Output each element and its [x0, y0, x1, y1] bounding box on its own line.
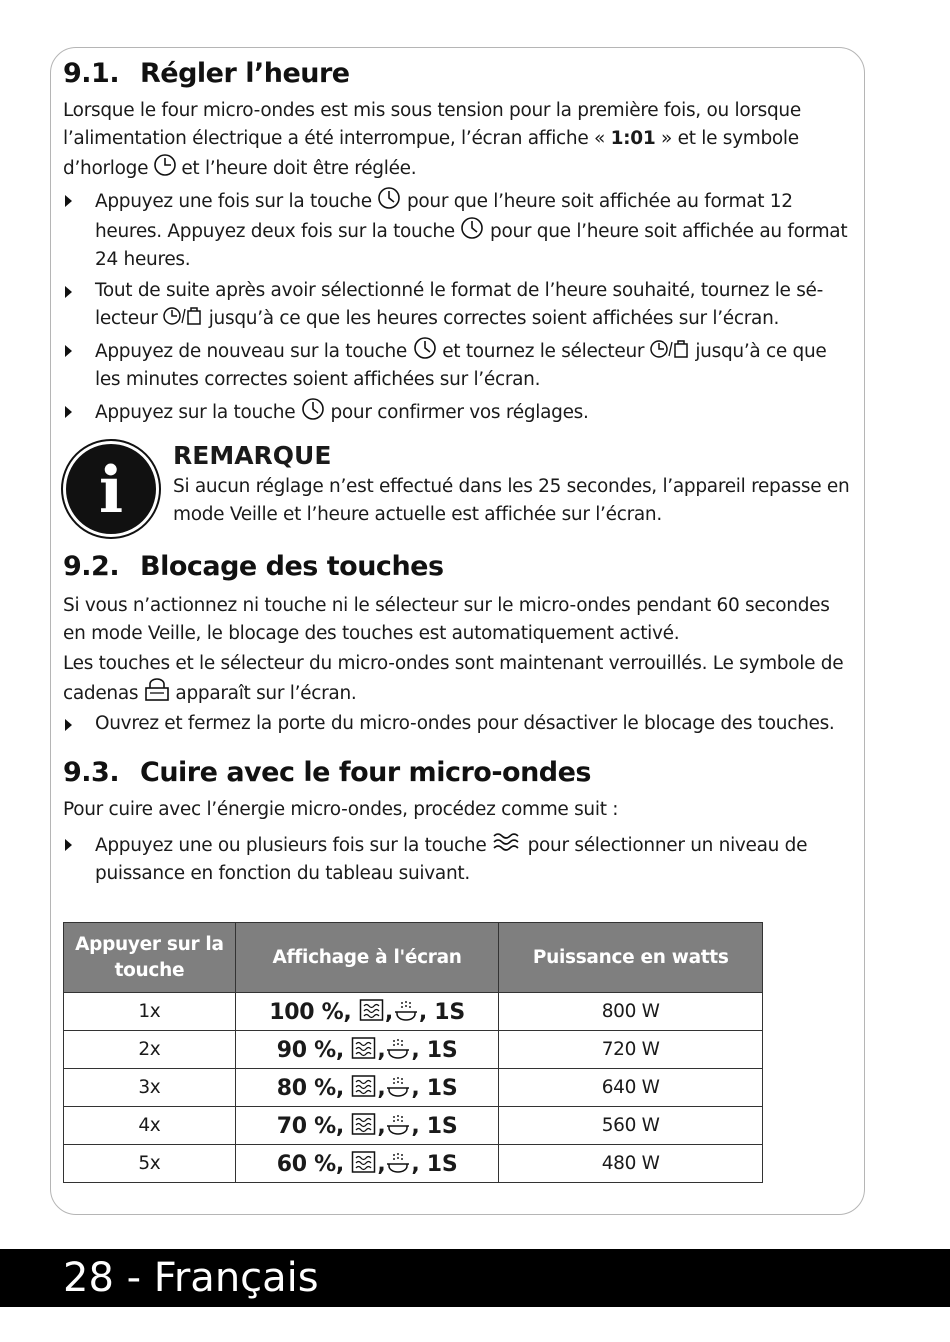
column-header-display: Affichage à l'écran — [235, 923, 499, 993]
bullet-arrow-icon — [65, 839, 72, 851]
clock-icon — [154, 153, 176, 177]
microwave-display-icon — [351, 1074, 377, 1098]
cell-display: 90 %, , , 1S — [235, 1031, 499, 1069]
cell-watts: 640 W — [499, 1069, 763, 1107]
cooking-dish-icon — [385, 1150, 411, 1174]
timer-weight-selector-icon — [650, 338, 690, 360]
bullet-arrow-icon — [65, 345, 72, 357]
table-header-row — [64, 923, 763, 993]
microwave-display-icon — [351, 1036, 377, 1060]
column-header-press: Appuyer sur la touche — [64, 923, 236, 993]
microwave-waves-icon — [492, 830, 522, 854]
table-row — [64, 1145, 763, 1183]
list-item: Appuyez une ou plusieurs fois sur la touche pour sélectionner un niveau de puissance en fonction du tableau suivant. — [63, 830, 853, 888]
column-header-watts: Puissance en watts — [499, 923, 763, 993]
bullet-arrow-icon — [65, 406, 72, 418]
cooking-dish-icon — [385, 1112, 411, 1136]
bullet-arrow-icon — [65, 195, 72, 207]
table-row — [64, 1031, 763, 1069]
cell-press: 3x — [64, 1069, 236, 1107]
cell-watts: 720 W — [499, 1031, 763, 1069]
note-box — [63, 439, 853, 539]
cell-watts: 800 W — [499, 993, 763, 1031]
clock-button-icon — [377, 186, 401, 210]
list-item: Ouvrez et fermez la porte du micro-ondes pour désactiver le blocage des touches. — [63, 710, 853, 738]
cooking-dish-icon — [385, 1074, 411, 1098]
note-title: REMARQUE — [173, 441, 332, 470]
microwave-display-icon — [359, 998, 385, 1022]
note-text: Si aucun réglage n’est effectué dans les 25 secondes, l’appareil repasse en mode Veille et l’heure actuelle est affichée sur l’écran. — [173, 476, 850, 525]
clock-button-icon — [413, 336, 437, 360]
section-9-2-paragraph-1: Si vous n’actionnez ni touche ni le sélecteur sur le micro-ondes pendant 60 secondes en mode Veille, le blocage des touches est automatiquement activé. — [63, 595, 830, 644]
cell-display: 70 %, , , 1S — [235, 1107, 499, 1145]
list-item: Appuyez de nouveau sur la touche et tournez le sélecteur jusqu’à ce que les minutes correctes soient affichées sur l’écran. — [63, 336, 853, 394]
list-item: Tout de suite après avoir sélectionné le format de l’heure souhaité, tournez le sélecteur jusqu’à ce que les heures correctes soient affichées sur l’écran. — [63, 277, 853, 333]
padlock-icon — [144, 678, 170, 702]
section-9-1-intro: Lorsque le four micro-ondes est mis sous tension pour la première fois, ou lorsque l’alimentation électrique a été interrompue, l’écran affiche « 1:01 » et le symbole d’horloge et l’heure doit être réglée. — [63, 100, 801, 179]
bullet-arrow-icon — [65, 286, 72, 298]
power-table — [63, 922, 763, 1183]
microwave-display-icon — [351, 1150, 377, 1174]
cell-display: 100 %, , , 1S — [235, 993, 499, 1031]
bullet-arrow-icon — [65, 719, 72, 731]
microwave-display-icon — [351, 1112, 377, 1136]
section-9-2-paragraph-2: Les touches et le sélecteur du micro-ondes sont maintenant verrouillés. Le symbole de cadenas apparaît sur l’écran. — [63, 653, 844, 704]
section-heading-9-2: 9.2. Blocage des touches — [63, 551, 444, 582]
list-item: Appuyez sur la touche pour confirmer vos réglages. — [63, 397, 853, 427]
info-icon: i — [63, 441, 159, 537]
timer-weight-selector-icon — [163, 305, 203, 327]
table-row — [64, 1069, 763, 1107]
list-item: Appuyez une fois sur la touche pour que l’heure soit affichée au format 12 heures. Appuyez deux fois sur la touche pour que l’heure soit affichée au format 24 heures. — [63, 186, 853, 274]
section-9-1-steps — [63, 186, 853, 427]
cooking-dish-icon — [385, 1036, 411, 1060]
cell-watts: 560 W — [499, 1107, 763, 1145]
cell-press: 5x — [64, 1145, 236, 1183]
table-row — [64, 1107, 763, 1145]
page-content — [63, 55, 853, 888]
clock-button-icon — [460, 216, 484, 240]
display-code: 1:01 — [610, 128, 656, 149]
clock-button-icon — [301, 397, 325, 421]
cell-display: 60 %, , , 1S — [235, 1145, 499, 1183]
page-number-language: 28 - Français — [63, 1255, 319, 1301]
cell-press: 4x — [64, 1107, 236, 1145]
page-footer — [0, 1249, 950, 1307]
section-9-3-paragraph: Pour cuire avec l’énergie micro-ondes, procédez comme suit : — [63, 799, 619, 820]
cell-watts: 480 W — [499, 1145, 763, 1183]
table-row — [64, 993, 763, 1031]
section-heading-9-3: 9.3. Cuire avec le four micro-ondes — [63, 757, 592, 788]
cooking-dish-icon — [393, 998, 419, 1022]
section-9-3-steps — [63, 830, 853, 888]
section-heading-9-1: 9.1. Régler l’heure — [63, 58, 350, 89]
cell-press: 1x — [64, 993, 236, 1031]
cell-press: 2x — [64, 1031, 236, 1069]
cell-display: 80 %, , , 1S — [235, 1069, 499, 1107]
section-9-2-steps — [63, 710, 853, 738]
